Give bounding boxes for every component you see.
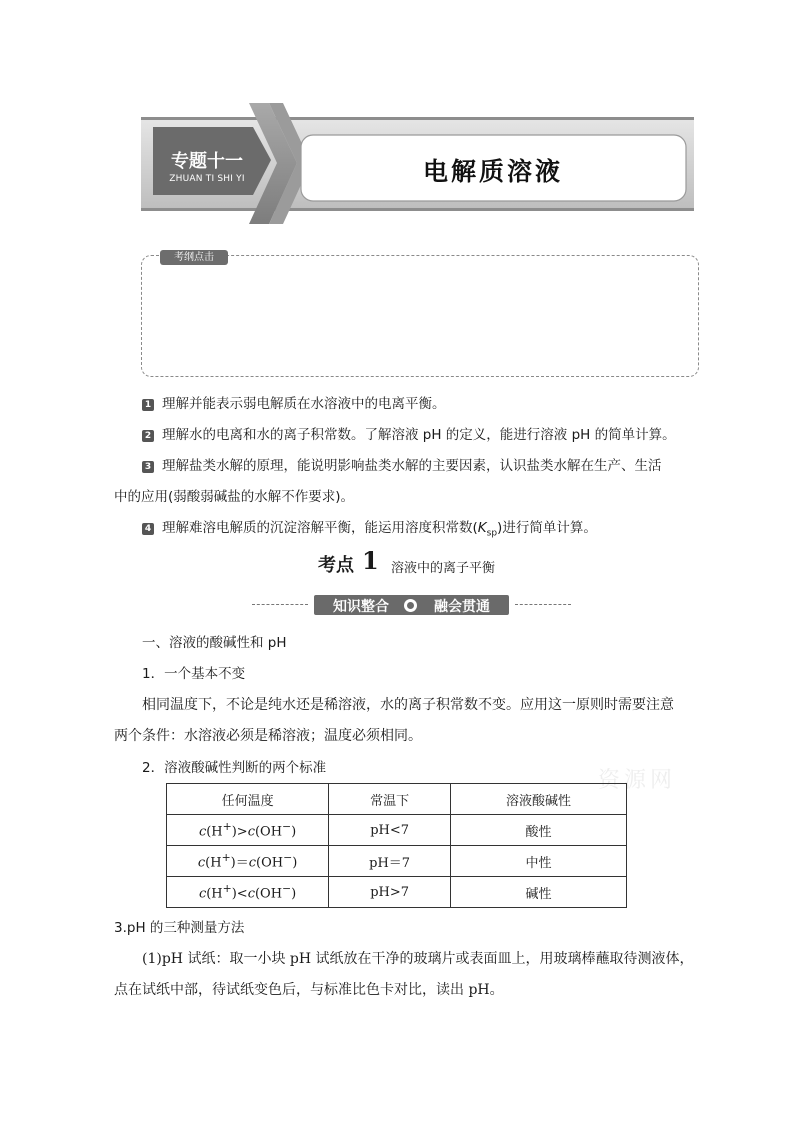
acidity-table xyxy=(166,783,627,908)
outline-tag: 考纲点击 xyxy=(160,250,228,265)
paragraph-3-line-1: (1)pH 试纸：取一小块 pH 试纸放在干净的玻璃片或表面皿上，用玻璃棒蘸取待测液体， xyxy=(142,951,694,967)
table-row xyxy=(167,877,627,908)
kaodian-number: 1 xyxy=(362,546,379,575)
topic-number: 专题十一 xyxy=(171,151,243,172)
outline-item-3-cont: 中的应用(弱酸弱碱盐的水解不作要求)。 xyxy=(114,489,355,505)
paragraph-3-line-2: 点在试纸中部，待试纸变色后，与标准比色卡对比，读出 pH。 xyxy=(114,982,504,998)
outline-box xyxy=(141,255,699,377)
knowledge-banner-left: 知识整合 xyxy=(333,599,389,615)
circle-dot-icon xyxy=(404,599,417,612)
paragraph-1-line-2: 两个条件：水溶液必须是稀溶液；温度必须相同。 xyxy=(114,728,422,744)
table-row xyxy=(167,846,627,877)
table-header: 任何温度 xyxy=(167,784,329,815)
table-row xyxy=(167,815,627,846)
knowledge-banner-right: 融会贯通 xyxy=(434,599,490,615)
subheading-1: 1．一个基本不变 xyxy=(142,666,246,682)
watermark: 资源网 xyxy=(598,768,677,793)
item-number-badge: 1 xyxy=(142,399,154,411)
table-cell-ph: pH＝7 xyxy=(329,846,451,877)
table-cell-nature: 中性 xyxy=(451,846,627,877)
section-heading: 一、溶液的酸碱性和 pH xyxy=(142,635,287,651)
table-header: 常温下 xyxy=(329,784,451,815)
kaodian-subtitle: 溶液中的离子平衡 xyxy=(391,561,496,576)
subheading-3: 3.pH 的三种测量方法 xyxy=(114,920,245,936)
divider-right xyxy=(515,604,571,605)
table-header-row xyxy=(167,784,627,815)
outline-item-3: 3 理解盐类水解的原理，能说明影响盐类水解的主要因素，认识盐类水解在生产、生活 xyxy=(142,456,682,476)
table-cell-nature: 酸性 xyxy=(451,815,627,846)
table-cell-condition: c(H+)＝c(OH−) xyxy=(167,846,329,877)
table-cell-condition: c(H+)>c(OH−) xyxy=(167,815,329,846)
outline-item-1: 1 理解并能表示弱电解质在水溶液中的电离平衡。 xyxy=(142,394,682,414)
paragraph-1-line-1: 相同温度下，不论是纯水还是稀溶液，水的离子积常数不变。应用这一原则时需要注意 xyxy=(142,697,674,713)
topic-pinyin: ZHUAN TI SHI YI xyxy=(169,174,245,184)
outline-item-2: 2 理解水的电离和水的离子积常数。了解溶液 pH 的定义，能进行溶液 pH 的简单计算。 xyxy=(142,425,682,445)
subheading-2: 2．溶液酸碱性判断的两个标准 xyxy=(142,760,327,776)
table-cell-ph: pH<7 xyxy=(329,815,451,846)
kaodian-label: 考点 xyxy=(318,555,354,576)
divider-left xyxy=(252,604,308,605)
item-number-badge: 2 xyxy=(142,430,154,442)
outline-item-4: 4 理解难溶电解质的沉淀溶解平衡，能运用溶度积常数$(K_{sp})$进行简单计算。 xyxy=(142,518,682,544)
page-title: 电解质溶液 xyxy=(422,157,563,186)
table-cell-condition: c(H+)<c(OH−) xyxy=(167,877,329,908)
item-number-badge: 4 xyxy=(142,523,154,535)
table-cell-nature: 碱性 xyxy=(451,877,627,908)
table-cell-ph: pH>7 xyxy=(329,877,451,908)
table-header: 溶液酸碱性 xyxy=(451,784,627,815)
item-number-badge: 3 xyxy=(142,461,154,473)
